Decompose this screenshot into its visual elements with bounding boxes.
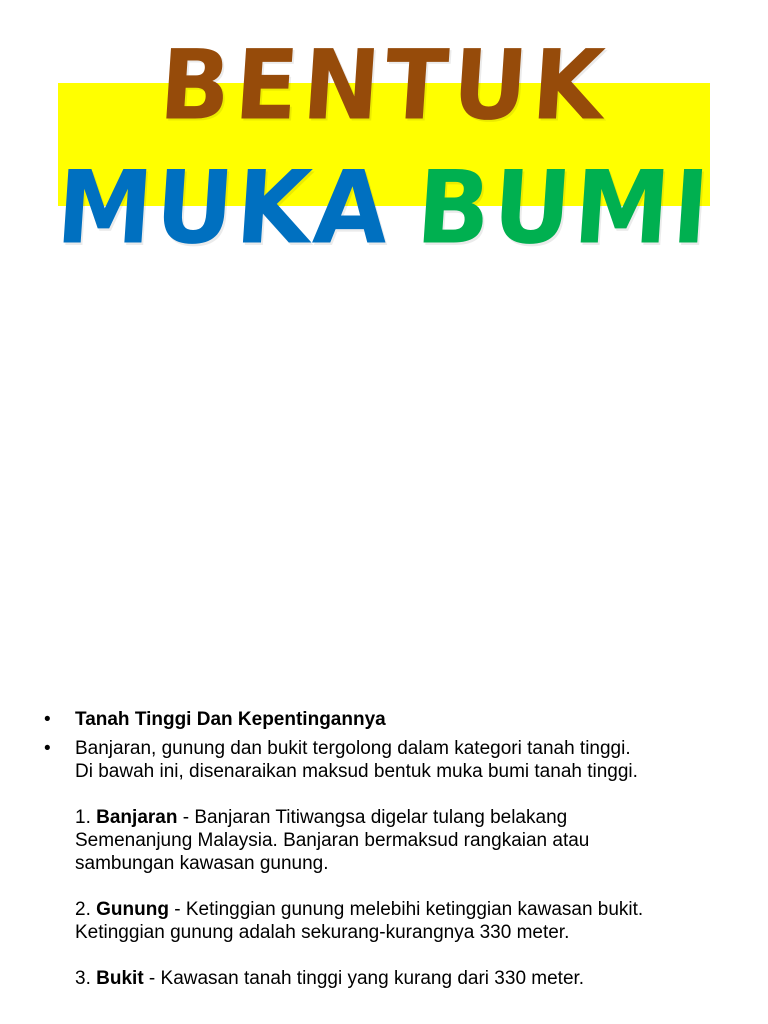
item-line xyxy=(75,967,744,990)
item-term: Gunung xyxy=(96,899,169,920)
content-body xyxy=(44,708,744,990)
item-term: Banjaran xyxy=(96,807,178,828)
item-banjaran xyxy=(75,806,744,875)
bullet-body-row xyxy=(44,737,744,990)
item-line xyxy=(75,806,744,829)
intro-line: Di bawah ini, disenaraikan maksud bentuk muka bumi tanah tinggi. xyxy=(75,761,638,782)
item-text: - Banjaran Titiwangsa digelar tulang belakang xyxy=(177,807,568,828)
item-bukit xyxy=(75,967,744,990)
item-text: - Ketinggian gunung melebihi ketinggian kawasan bukit. xyxy=(168,899,644,920)
paragraph-gap xyxy=(75,944,744,967)
item-gunung xyxy=(75,898,744,944)
title-word-bumi: BUMI xyxy=(412,149,716,267)
item-number: 1. xyxy=(75,807,91,828)
title-line-1 xyxy=(0,29,768,142)
title-line-2 xyxy=(0,149,768,267)
item-term: Bukit xyxy=(96,968,144,989)
intro-paragraph xyxy=(75,737,744,783)
item-text: - Kawasan tanah tinggi yang kurang dari 330 meter. xyxy=(143,968,585,989)
title-word-muka: MUKA xyxy=(52,149,395,267)
item-line: sambungan kawasan gunung. xyxy=(75,853,329,874)
item-line: Ketinggian gunung adalah sekurang-kurangnya 330 meter. xyxy=(75,922,570,943)
title-word-bentuk: BENTUK xyxy=(155,29,613,142)
paragraph-gap xyxy=(75,783,744,806)
paragraph-gap xyxy=(75,875,744,898)
item-line xyxy=(75,898,744,921)
intro-line: Banjaran, gunung dan bukit tergolong dalam kategori tanah tinggi. xyxy=(75,738,631,759)
section-heading: Tanah Tinggi Dan Kepentingannya xyxy=(75,709,386,730)
bullet-dot: • xyxy=(44,738,51,759)
bullet-dot: • xyxy=(44,709,51,730)
item-line: Semenanjung Malaysia. Banjaran bermaksud rangkaian atau xyxy=(75,830,590,851)
item-number: 3. xyxy=(75,968,91,989)
bullet-heading-row xyxy=(44,708,744,731)
item-number: 2. xyxy=(75,899,91,920)
